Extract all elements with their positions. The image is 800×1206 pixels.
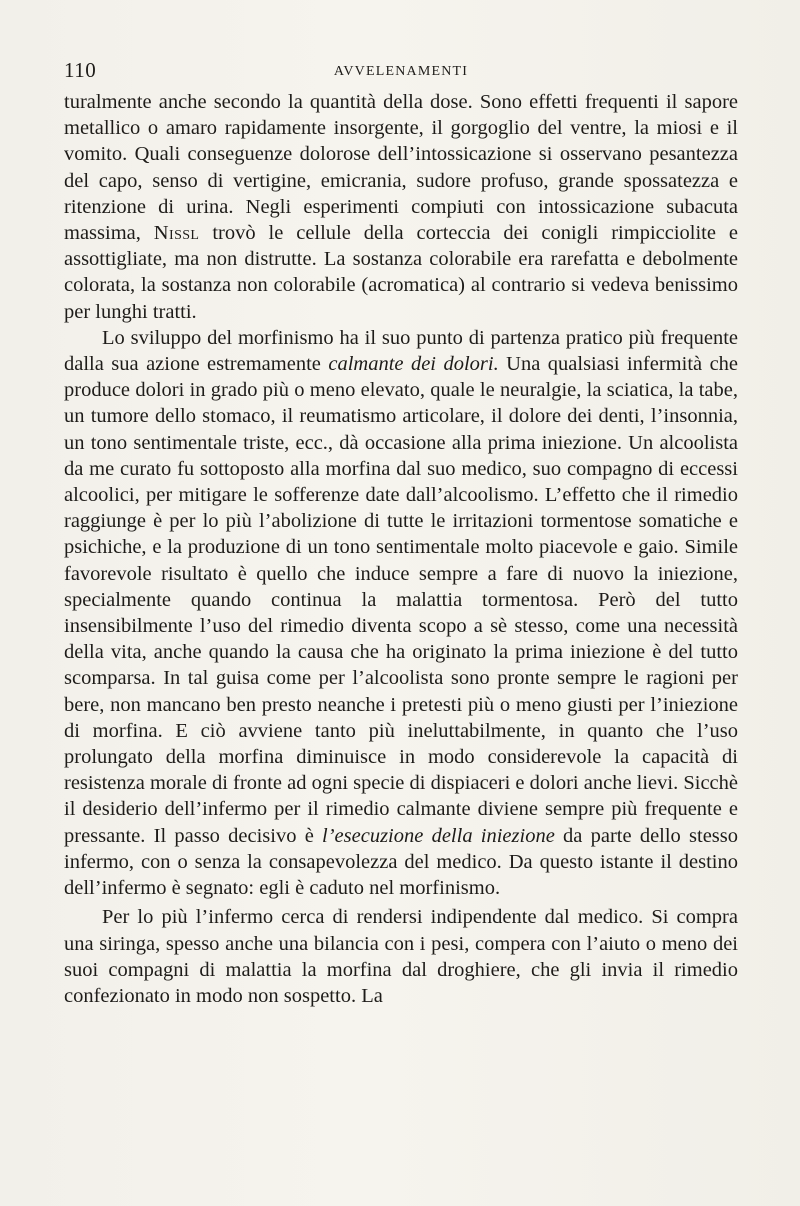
page-number: 110 (64, 58, 97, 82)
paragraph-2-text-b: Una qualsiasi infermità che produce dolori in grado più o meno elevato, quale le neuralgie, la sciatica, la tabe, un tumore dello stomaco, il reumatismo articolare, il dolore dei denti, l’insonnia, un tono sentimentale triste, ecc., dà occasione alla prima iniezione. Un alcoolista da me curato fu sottoposto alla morfina dal suo medico, suo compagno di eccessi alcoolici, per mitigare le sofferenze date dall’alcoolismo. L’effetto che il rimedio raggiunge è per lo più l’abolizione di tutte le irritazioni tormentose somatiche e psichiche, e la produzione di un tono sentimentale molto piacevole e gaio. Simile favorevole risultato è quello che induce sempre a fare di nuovo la iniezione, specialmente quando continua la malattia tormentosa. Però del tutto insensibilmente l’uso del rimedio diventa scopo a sè stesso, come una necessità della vita, anche quando la causa che ha originato la prima iniezione è del tutto scomparsa. In tal guisa come per l’alcoolista sono pronte sempre le ragioni per bere, non mancano ben presto neanche i pretesti più o meno giusti per l’iniezione di morfina. E ciò avviene tanto più ineluttabilmente, in quanto che l’uso prolungato della morfina diminuisce in modo considerevole la capacità di resistenza morale di fronte ad ogni specie di dispiaceri e dolori anche lievi. Sicchè il desiderio dell’infermo per il rimedio calmante diviene sempre più frequente e pressante. Il passo decisivo è (64, 353, 739, 847)
paragraph-2-text-c: da parte dello stesso infermo, con o senza la consapevolezza del medico. Da questo istante il destino dell’infermo è segnato: egli è caduto nel morfinismo. (64, 824, 739, 900)
author-name-nissl: Nissl (153, 222, 200, 245)
paragraph-morfinismo (64, 325, 738, 901)
italic-calmante-dei-dolori: calmante dei dolori. (328, 353, 499, 376)
paragraph-1-text-a: turalmente anche secondo la quantità della dose. Sono effetti frequenti il sapore metallico o amaro rapidamente insorgente, il gorgoglio del ventre, la miosi e il vomito. Quali conseguenze dolorose dell’intossicazione si osservano pesantezza del capo, senso di vertigine, emicrania, sudore profuso, grande spossatezza e ritenzione di urina. Negli esperimenti compiuti con intossicazione subacuta massima, (64, 91, 738, 245)
paragraph-infermo (64, 904, 738, 1009)
running-title: AVVELENAMENTI (333, 64, 469, 79)
body-text (64, 89, 738, 1009)
paragraph-3-text: Per lo più l’infermo cerca di rendersi indipendente dal medico. Si compra una siringa, spesso anche una bilancia con i pesi, compera con l’aiuto o meno dei suoi compagni di malattia la morfina dal droghiere, che gli invia il rimedio confezionato in modo non sospetto. La (64, 906, 738, 1007)
running-head (64, 58, 738, 88)
italic-esecuzione-iniezione: l’esecuzione della iniezione (322, 824, 555, 847)
paragraph-continuation (64, 89, 738, 325)
paragraph-2-text-a: Lo sviluppo del morfinismo ha il suo punto di partenza pratico più frequente dalla sua azione estremamente (64, 326, 738, 376)
paragraph-1-text-b: trovò le cellule della corteccia dei conigli rimpicciolite e assottigliate, ma non distrutte. La sostanza colorabile era rarefatta e debolmente colorata, la sostanza non colorabile (acromatica) al contrario si vedeva benissimo per lunghi tratti. (64, 222, 738, 323)
